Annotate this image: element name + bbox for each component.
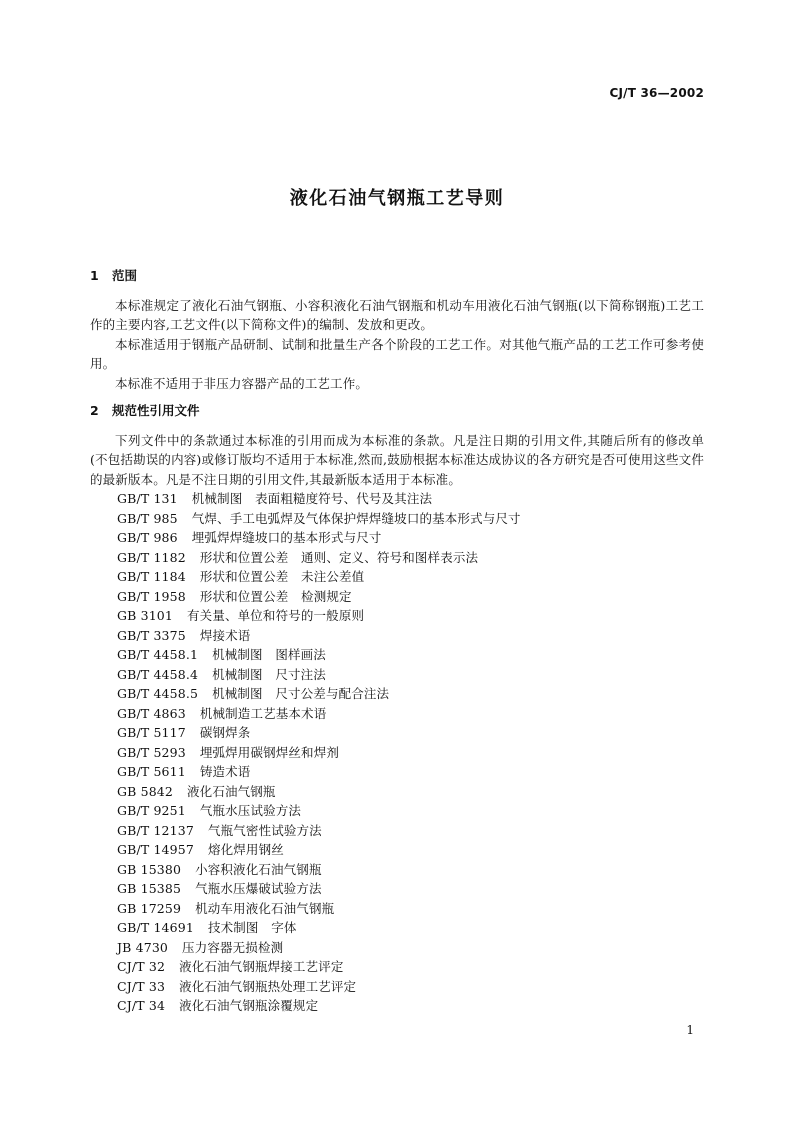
document-title: 液化石油气钢瓶工艺导则 (289, 188, 505, 209)
reference-item (90, 684, 704, 704)
reference-item (90, 743, 704, 763)
reference-code: GB 3101 (117, 608, 174, 623)
reference-title: 机械制图 表面粗糙度符号、代号及其注法 (191, 491, 433, 506)
section-number: 1 (90, 268, 99, 283)
reference-code: GB 17259 (117, 900, 182, 916)
reference-code: GB/T 4458.4 (117, 666, 199, 682)
section-heading (90, 401, 704, 421)
reference-item (90, 509, 704, 529)
reference-item (90, 723, 704, 743)
section-scope (90, 266, 704, 393)
paragraph: 本标准规定了液化石油气钢瓶、小容积液化石油气钢瓶和机动车用液化石油气钢瓶(以下简称钢瓶)工艺工作的主要内容,工艺文件(以下简称文件)的编制、发放和更改。 (90, 297, 704, 332)
reference-title: 熔化焊用钢丝 (207, 842, 284, 857)
page-number: 1 (686, 1023, 694, 1037)
reference-code: GB/T 14957 (117, 842, 194, 857)
reference-title: 机械制图 图样画法 (212, 647, 326, 662)
reference-code: GB/T 5293 (117, 744, 186, 760)
reference-code: GB/T 12137 (117, 822, 194, 838)
reference-item (90, 821, 704, 841)
reference-code: GB 5842 (117, 783, 174, 799)
reference-item (90, 782, 704, 802)
section-heading (90, 266, 704, 286)
reference-item (90, 489, 704, 509)
reference-code: CJ/T 32 (117, 959, 166, 974)
reference-code: GB 15385 (117, 881, 182, 896)
reference-code: GB/T 4863 (117, 705, 186, 721)
reference-title: 液化石油气钢瓶涂覆规定 (179, 998, 319, 1013)
reference-title: 气瓶水压爆破试验方法 (195, 881, 322, 896)
reference-code: GB/T 9251 (117, 803, 186, 818)
reference-title: 埋弧焊焊缝坡口的基本形式与尺寸 (191, 530, 382, 545)
reference-title: 形状和位置公差 通则、定义、符号和图样表示法 (199, 549, 479, 565)
reference-title: 机械制图 尺寸注法 (212, 666, 326, 682)
reference-item (90, 996, 704, 1016)
reference-title: 碳钢焊条 (199, 725, 251, 740)
section-title: 范围 (112, 268, 138, 283)
reference-title: 压力容器无损检测 (182, 939, 284, 955)
reference-title: 液化石油气钢瓶焊接工艺评定 (179, 959, 344, 974)
reference-title: 气瓶水压试验方法 (199, 803, 302, 818)
reference-code: GB/T 986 (117, 530, 178, 545)
reference-title: 机械制图 尺寸公差与配合注法 (212, 686, 390, 701)
reference-code: GB/T 3375 (117, 627, 186, 643)
reference-title: 气瓶气密性试验方法 (207, 822, 322, 838)
reference-code: GB/T 1182 (117, 549, 186, 565)
reference-title: 形状和位置公差 未注公差值 (199, 569, 365, 584)
reference-code: GB/T 4458.1 (117, 647, 199, 662)
reference-item (90, 548, 704, 568)
paragraph: 下列文件中的条款通过本标准的引用而成为本标准的条款。凡是注日期的引用文件,其随后所有的修改单(不包括勘误的内容)或修订版均不适用于本标准,然而,鼓励根据本标准达成协议的各方研究是否可使用这些文件的最新版本。凡是不注日期的引用文件,其最新版本适用于本标准。 (90, 432, 704, 487)
reference-item (90, 626, 704, 646)
reference-code: GB/T 1184 (117, 569, 186, 584)
reference-item (90, 665, 704, 685)
reference-item (90, 528, 704, 548)
reference-item (90, 606, 704, 626)
reference-title: 技术制图 字体 (207, 920, 297, 935)
paragraph: 本标准不适用于非压力容器产品的工艺工作。 (115, 375, 369, 391)
reference-code: GB/T 985 (117, 510, 178, 526)
reference-code: GB 15380 (117, 861, 182, 877)
reference-item (90, 704, 704, 724)
reference-title: 气焊、手工电弧焊及气体保护焊焊缝坡口的基本形式与尺寸 (191, 510, 521, 526)
reference-title: 铸造术语 (199, 764, 251, 779)
reference-title: 液化石油气钢瓶热处理工艺评定 (179, 978, 357, 994)
reference-item (90, 587, 704, 607)
document-body (90, 266, 704, 1016)
reference-code: GB/T 5611 (117, 764, 186, 779)
reference-item (90, 840, 704, 860)
standard-code: CJ/T 36—2002 (609, 86, 704, 100)
reference-list (90, 489, 704, 1016)
reference-title: 焊接术语 (199, 627, 251, 643)
reference-item (90, 957, 704, 977)
reference-item (90, 567, 704, 587)
reference-code: CJ/T 34 (117, 998, 166, 1013)
reference-title: 形状和位置公差 检测规定 (199, 588, 352, 604)
section-number: 2 (90, 403, 99, 418)
reference-title: 有关量、单位和符号的一般原则 (187, 608, 365, 623)
reference-item (90, 899, 704, 919)
reference-title: 机动车用液化石油气钢瓶 (195, 900, 335, 916)
reference-title: 埋弧焊用碳钢焊丝和焊剂 (199, 744, 340, 760)
reference-title: 小容积液化石油气钢瓶 (195, 861, 322, 877)
reference-code: GB/T 5117 (117, 725, 186, 740)
reference-item (90, 762, 704, 782)
reference-item (90, 938, 704, 958)
reference-title: 机械制造工艺基本术语 (199, 705, 327, 721)
reference-code: JB 4730 (117, 939, 169, 955)
reference-code: CJ/T 33 (117, 978, 166, 994)
reference-item (90, 879, 704, 899)
reference-item (90, 645, 704, 665)
paragraph: 本标准适用于钢瓶产品研制、试制和批量生产各个阶段的工艺工作。对其他气瓶产品的工艺工作可参考使用。 (90, 336, 704, 371)
reference-item (90, 918, 704, 938)
reference-code: GB/T 131 (117, 491, 178, 506)
reference-title: 液化石油气钢瓶 (187, 783, 276, 799)
reference-item (90, 977, 704, 997)
reference-code: GB/T 1958 (117, 588, 186, 604)
section-title: 规范性引用文件 (112, 403, 200, 418)
reference-code: GB/T 14691 (117, 920, 194, 935)
reference-item (90, 860, 704, 880)
reference-code: GB/T 4458.5 (117, 686, 199, 701)
reference-item (90, 801, 704, 821)
section-normative-references (90, 401, 704, 1016)
